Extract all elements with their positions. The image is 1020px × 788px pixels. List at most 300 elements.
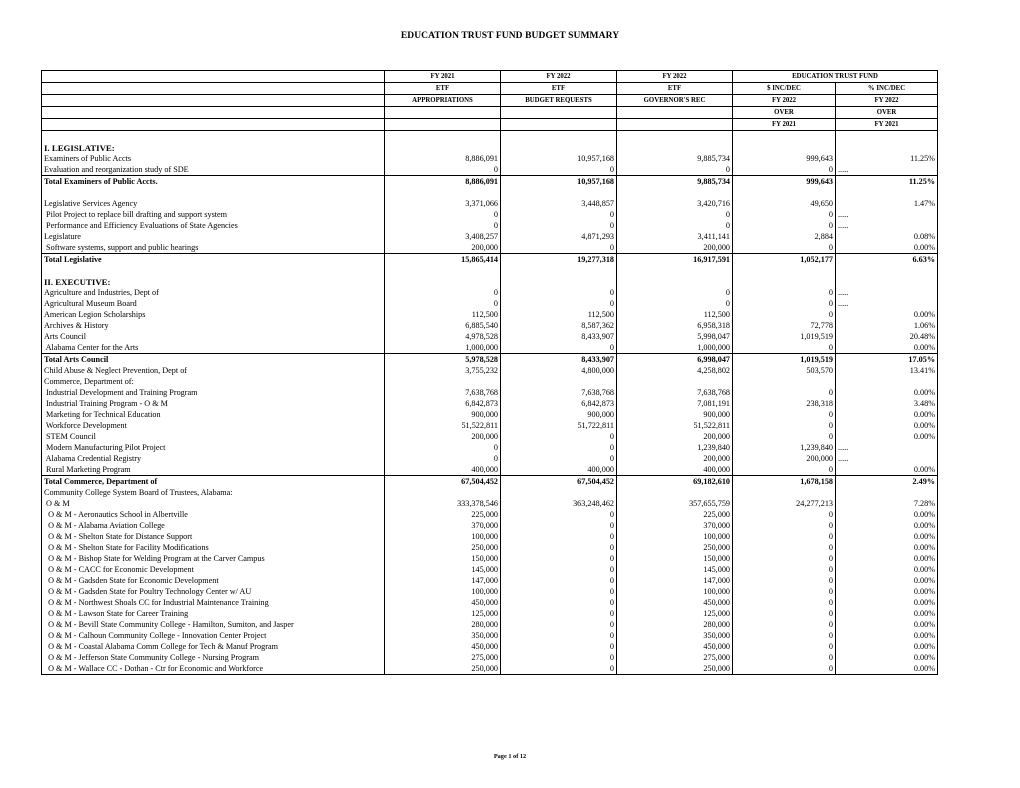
col3-h1: FY 2022 [617,71,733,83]
col1-h2: ETF [385,83,501,95]
fy2022-governors-rec: 1,000,000 [617,342,733,354]
fy2021-appropriations: 280,000 [385,619,501,630]
table-row [42,597,938,608]
fy2021-appropriations: 112,500 [385,309,501,320]
col5-h3: OVER [836,107,938,119]
col5-h2: FY 2022 [836,95,938,107]
table-row [42,320,938,331]
fy2021-appropriations [385,376,501,387]
percent-inc-dec: ..... [836,442,938,453]
fy2021-appropriations: 350,000 [385,630,501,641]
fy2022-budget-request: 0 [501,242,617,254]
fy2022-budget-request [501,131,617,143]
dollar-inc-dec: 0 [733,431,836,442]
percent-inc-dec: 0.00% [836,431,938,442]
dollar-inc-dec: 238,318 [733,398,836,409]
header-row-5 [42,119,938,131]
row-label: Arts Council [42,331,385,342]
fy2022-budget-request: 0 [501,453,617,464]
row-label: O & M - Shelton State for Facility Modifications [42,542,385,553]
fy2021-appropriations: 147,000 [385,575,501,586]
row-label: O & M - Gadsden State for Economic Development [42,575,385,586]
dollar-inc-dec: 0 [733,575,836,586]
fy2022-governors-rec: 9,885,734 [617,176,733,188]
table-row [42,187,938,198]
dollar-inc-dec [733,131,836,143]
fy2022-governors-rec: 200,000 [617,453,733,464]
fy2022-budget-request: 0 [501,663,617,675]
dollar-inc-dec: 0 [733,608,836,619]
fy2022-budget-request: 67,504,452 [501,476,617,488]
percent-inc-dec: ..... [836,220,938,231]
fy2022-budget-request: 400,000 [501,464,617,476]
row-label: O & M - Aeronautics School in Albertville [42,509,385,520]
col4-h1: $ INC/DEC [733,83,836,95]
dollar-inc-dec: 0 [733,652,836,663]
row-label: II. EXECUTIVE: [42,276,385,287]
row-label: Workforce Development [42,420,385,431]
row-label: O & M - Alabama Aviation College [42,520,385,531]
fy2022-budget-request: 0 [501,209,617,220]
dollar-inc-dec: 0 [733,553,836,564]
percent-inc-dec: 0.00% [836,387,938,398]
dollar-inc-dec: 1,019,519 [733,354,836,366]
fy2022-governors-rec: 100,000 [617,586,733,597]
fy2022-governors-rec: 3,420,716 [617,198,733,209]
percent-inc-dec: 0.00% [836,242,938,254]
fy2021-appropriations: 15,865,414 [385,254,501,266]
col3-h3: GOVERNOR'S REC [617,95,733,107]
row-label: O & M - Lawson State for Career Training [42,608,385,619]
fy2022-budget-request: 363,248,462 [501,498,617,509]
percent-inc-dec: 0.00% [836,531,938,542]
dollar-inc-dec: 503,570 [733,365,836,376]
percent-inc-dec [836,187,938,198]
col2-h2: ETF [501,83,617,95]
fy2021-appropriations: 8,886,091 [385,153,501,164]
table-row [42,420,938,431]
fy2022-budget-request: 0 [501,164,617,176]
percent-inc-dec: 0.00% [836,575,938,586]
table-row [42,265,938,276]
percent-inc-dec: 0.00% [836,586,938,597]
row-label: Marketing for Technical Education [42,409,385,420]
fy2022-budget-request: 0 [501,520,617,531]
table-row [42,198,938,209]
table-row [42,242,938,254]
percent-inc-dec [836,265,938,276]
fy2022-governors-rec: 225,000 [617,509,733,520]
dollar-inc-dec: 0 [733,630,836,641]
fy2022-budget-request: 4,800,000 [501,365,617,376]
header-row-3 [42,95,938,107]
dollar-inc-dec [733,376,836,387]
percent-inc-dec: 11.25% [836,176,938,188]
fy2022-budget-request: 3,448,857 [501,198,617,209]
table-row [42,586,938,597]
fy2022-budget-request: 0 [501,442,617,453]
fy2021-appropriations: 450,000 [385,641,501,652]
fy2022-governors-rec [617,142,733,153]
table-row [42,176,938,188]
dollar-inc-dec: 49,650 [733,198,836,209]
table-row [42,575,938,586]
header-row-4 [42,107,938,119]
fy2022-governors-rec: 200,000 [617,242,733,254]
percent-inc-dec: 0.00% [836,542,938,553]
row-label: O & M - CACC for Economic Development [42,564,385,575]
fy2022-governors-rec: 125,000 [617,608,733,619]
row-label: Modern Manufacturing Pilot Project [42,442,385,453]
row-label: I. LEGISLATIVE: [42,142,385,153]
percent-inc-dec: 0.00% [836,619,938,630]
percent-inc-dec [836,276,938,287]
table-row [42,531,938,542]
dollar-inc-dec: 1,678,158 [733,476,836,488]
col3-h2: ETF [617,83,733,95]
table-row [42,442,938,453]
fy2022-governors-rec: 200,000 [617,431,733,442]
fy2022-budget-request: 0 [501,586,617,597]
fy2021-appropriations [385,276,501,287]
fy2021-appropriations: 200,000 [385,242,501,254]
percent-inc-dec [836,131,938,143]
row-label: O & M - Coastal Alabama Comm College for Tech & Manuf Program [42,641,385,652]
fy2022-governors-rec: 16,917,591 [617,254,733,266]
fy2022-governors-rec: 250,000 [617,542,733,553]
percent-inc-dec: ..... [836,298,938,309]
fy2021-appropriations: 7,638,768 [385,387,501,398]
header-row-1 [42,71,938,83]
fy2022-budget-request: 0 [501,597,617,608]
percent-inc-dec: 17.05% [836,354,938,366]
dollar-inc-dec: 0 [733,342,836,354]
percent-inc-dec: ..... [836,164,938,176]
fy2021-appropriations: 125,000 [385,608,501,619]
percent-inc-dec: 1.06% [836,320,938,331]
percent-inc-dec: 0.00% [836,520,938,531]
fy2022-budget-request: 0 [501,553,617,564]
row-label: Agricultural Museum Board [42,298,385,309]
table-row [42,231,938,242]
fy2022-governors-rec: 450,000 [617,597,733,608]
percent-inc-dec: 0.00% [836,464,938,476]
table-row [42,287,938,298]
row-label: Alabama Credential Registry [42,453,385,464]
dollar-inc-dec: 24,277,213 [733,498,836,509]
row-label: O & M [42,498,385,509]
row-label: Software systems, support and public hearings [42,242,385,254]
col4-h3: OVER [733,107,836,119]
fy2021-appropriations: 3,371,066 [385,198,501,209]
fy2022-budget-request: 0 [501,630,617,641]
fy2022-governors-rec [617,187,733,198]
table-row [42,365,938,376]
col2-h1: FY 2022 [501,71,617,83]
dollar-inc-dec: 0 [733,641,836,652]
row-label [42,187,385,198]
fy2022-governors-rec: 145,000 [617,564,733,575]
fy2022-governors-rec [617,376,733,387]
fy2021-appropriations: 100,000 [385,531,501,542]
fy2022-budget-request: 8,433,907 [501,331,617,342]
row-label: O & M - Calhoun Community College - Innovation Center Project [42,630,385,641]
fy2021-appropriations: 0 [385,287,501,298]
fy2022-governors-rec: 0 [617,287,733,298]
dollar-inc-dec: 0 [733,509,836,520]
fy2021-appropriations: 450,000 [385,597,501,608]
percent-inc-dec: 13.41% [836,365,938,376]
fy2022-budget-request: 0 [501,342,617,354]
percent-inc-dec: 2.49% [836,476,938,488]
fy2021-appropriations: 0 [385,164,501,176]
table-row [42,652,938,663]
fy2022-budget-request: 0 [501,220,617,231]
row-label: Legislative Services Agency [42,198,385,209]
row-label: Archives & History [42,320,385,331]
row-label: Total Examiners of Public Accts. [42,176,385,188]
fy2022-budget-request: 4,871,293 [501,231,617,242]
row-label: Evaluation and reorganization study of SDE [42,164,385,176]
table-row [42,409,938,420]
fy2022-governors-rec: 100,000 [617,531,733,542]
table-row [42,254,938,266]
fy2022-budget-request: 8,433,907 [501,354,617,366]
fy2022-governors-rec: 5,998,047 [617,331,733,342]
table-row [42,453,938,464]
percent-inc-dec: 6.63% [836,254,938,266]
dollar-inc-dec: 0 [733,542,836,553]
dollar-inc-dec: 0 [733,464,836,476]
dollar-inc-dec: 1,239,840 [733,442,836,453]
fy2021-appropriations: 0 [385,298,501,309]
page-number: Page 1 of 12 [493,753,527,760]
row-label: Legislature [42,231,385,242]
table-row [42,220,938,231]
table-row [42,619,938,630]
table-row [42,398,938,409]
fy2021-appropriations: 4,978,528 [385,331,501,342]
fy2022-governors-rec: 0 [617,164,733,176]
percent-inc-dec: 0.00% [836,342,938,354]
fy2022-budget-request: 0 [501,531,617,542]
dollar-inc-dec: 0 [733,298,836,309]
fy2021-appropriations: 333,378,546 [385,498,501,509]
table-row [42,608,938,619]
fy2022-budget-request: 0 [501,542,617,553]
percent-inc-dec: ..... [836,209,938,220]
row-label: Performance and Efficiency Evaluations of State Agencies [42,220,385,231]
table-row [42,509,938,520]
dollar-inc-dec: 0 [733,209,836,220]
fy2022-budget-request: 0 [501,608,617,619]
fy2021-appropriations: 51,522,811 [385,420,501,431]
dollar-inc-dec [733,187,836,198]
percent-inc-dec [836,487,938,498]
fy2022-governors-rec: 7,638,768 [617,387,733,398]
row-label: Examiners of Public Accts [42,153,385,164]
percent-inc-dec [836,376,938,387]
percent-inc-dec: 0.00% [836,409,938,420]
percent-inc-dec: 0.00% [836,663,938,675]
dollar-inc-dec: 0 [733,663,836,675]
fy2022-budget-request: 7,638,768 [501,387,617,398]
dollar-inc-dec: 0 [733,619,836,630]
row-label: American Legion Scholarships [42,309,385,320]
fy2021-appropriations: 150,000 [385,553,501,564]
row-label: O & M - Gadsden State for Poultry Technology Center w/ AU [42,586,385,597]
row-label: Industrial Development and Training Program [42,387,385,398]
percent-inc-dec: 0.00% [836,420,938,431]
fy2022-budget-request: 19,277,318 [501,254,617,266]
dollar-inc-dec [733,487,836,498]
row-label: STEM Council [42,431,385,442]
fy2022-governors-rec: 112,500 [617,309,733,320]
fy2022-governors-rec: 9,885,734 [617,153,733,164]
budget-table [41,70,938,675]
fy2022-governors-rec: 7,081,191 [617,398,733,409]
row-label: Industrial Training Program - O & M [42,398,385,409]
percent-inc-dec: 3.48% [836,398,938,409]
percent-inc-dec: 1.47% [836,198,938,209]
percent-inc-dec: 7.28% [836,498,938,509]
fy2021-appropriations [385,131,501,143]
fy2022-governors-rec: 147,000 [617,575,733,586]
fy2021-appropriations: 0 [385,453,501,464]
fy2022-governors-rec: 4,258,802 [617,365,733,376]
dollar-inc-dec: 0 [733,531,836,542]
fy2022-governors-rec: 450,000 [617,641,733,652]
fy2022-budget-request: 0 [501,619,617,630]
dollar-inc-dec: 999,643 [733,153,836,164]
fy2022-budget-request [501,265,617,276]
fy2021-appropriations [385,187,501,198]
dollar-inc-dec: 0 [733,164,836,176]
fy2022-governors-rec: 0 [617,298,733,309]
row-label: Agriculture and Industries, Dept of [42,287,385,298]
table-row [42,542,938,553]
dollar-inc-dec: 2,884 [733,231,836,242]
etf-group-header: EDUCATION TRUST FUND [733,71,938,83]
row-label: Total Arts Council [42,354,385,366]
row-label: Alabama Center for the Arts [42,342,385,354]
header-label-cell [42,71,385,83]
fy2021-appropriations: 0 [385,442,501,453]
fy2022-budget-request: 10,957,168 [501,153,617,164]
fy2021-appropriations: 250,000 [385,542,501,553]
dollar-inc-dec: 1,019,519 [733,331,836,342]
dollar-inc-dec: 0 [733,287,836,298]
header-row-2 [42,83,938,95]
dollar-inc-dec [733,276,836,287]
table-row [42,131,938,143]
table-row [42,309,938,320]
fy2022-governors-rec: 51,522,811 [617,420,733,431]
fy2022-governors-rec: 6,958,318 [617,320,733,331]
fy2021-appropriations: 275,000 [385,652,501,663]
fy2021-appropriations: 900,000 [385,409,501,420]
table-row [42,431,938,442]
table-row [42,476,938,488]
col2-h3: BUDGET REQUESTS [501,95,617,107]
fy2022-budget-request [501,487,617,498]
fy2022-governors-rec [617,487,733,498]
percent-inc-dec: ..... [836,287,938,298]
table-row [42,498,938,509]
percent-inc-dec: 11.25% [836,153,938,164]
page-title: EDUCATION TRUST FUND BUDGET SUMMARY [400,31,620,41]
fy2022-budget-request: 900,000 [501,409,617,420]
fy2022-governors-rec: 280,000 [617,619,733,630]
col4-h4: FY 2021 [733,119,836,131]
col1-h1: FY 2021 [385,71,501,83]
fy2022-governors-rec: 0 [617,220,733,231]
fy2022-governors-rec: 250,000 [617,663,733,675]
row-label: O & M - Shelton State for Distance Support [42,531,385,542]
fy2021-appropriations: 370,000 [385,520,501,531]
fy2022-governors-rec: 350,000 [617,630,733,641]
table-row [42,354,938,366]
fy2022-budget-request [501,142,617,153]
table-row [42,630,938,641]
row-label: O & M - Bevill State Community College - Hamilton, Sumiton, and Jasper [42,619,385,630]
fy2021-appropriations [385,142,501,153]
fy2022-governors-rec: 0 [617,209,733,220]
fy2021-appropriations [385,487,501,498]
table-row [42,276,938,287]
table-row [42,209,938,220]
fy2021-appropriations: 8,886,091 [385,176,501,188]
dollar-inc-dec: 200,000 [733,453,836,464]
dollar-inc-dec [733,142,836,153]
row-label: O & M - Wallace CC - Dothan - Ctr for Economic and Workforce [42,663,385,675]
fy2021-appropriations: 67,504,452 [385,476,501,488]
row-label [42,131,385,143]
table-row [42,298,938,309]
table-row [42,564,938,575]
percent-inc-dec: 0.08% [836,231,938,242]
fy2022-budget-request: 0 [501,509,617,520]
dollar-inc-dec: 72,778 [733,320,836,331]
fy2022-budget-request: 51,722,811 [501,420,617,431]
fy2022-budget-request: 112,500 [501,309,617,320]
fy2022-governors-rec [617,265,733,276]
row-label: Rural Marketing Program [42,464,385,476]
fy2021-appropriations: 100,000 [385,586,501,597]
dollar-inc-dec: 0 [733,242,836,254]
row-label: Community College System Board of Trustees, Alabama: [42,487,385,498]
fy2021-appropriations: 3,408,257 [385,231,501,242]
fy2022-governors-rec [617,131,733,143]
col5-h4: FY 2021 [836,119,938,131]
fy2022-governors-rec: 275,000 [617,652,733,663]
fy2022-governors-rec: 357,655,759 [617,498,733,509]
fy2022-budget-request: 0 [501,564,617,575]
fy2021-appropriations: 225,000 [385,509,501,520]
budget-rows [42,131,938,675]
table-row [42,342,938,354]
percent-inc-dec: 0.00% [836,553,938,564]
table-row [42,487,938,498]
table-row [42,663,938,675]
table-row [42,164,938,176]
percent-inc-dec: 0.00% [836,608,938,619]
fy2022-governors-rec: 3,411,141 [617,231,733,242]
row-label: Child Abuse & Neglect Prevention, Dept of [42,365,385,376]
fy2021-appropriations: 0 [385,209,501,220]
dollar-inc-dec: 0 [733,586,836,597]
percent-inc-dec: 20.48% [836,331,938,342]
